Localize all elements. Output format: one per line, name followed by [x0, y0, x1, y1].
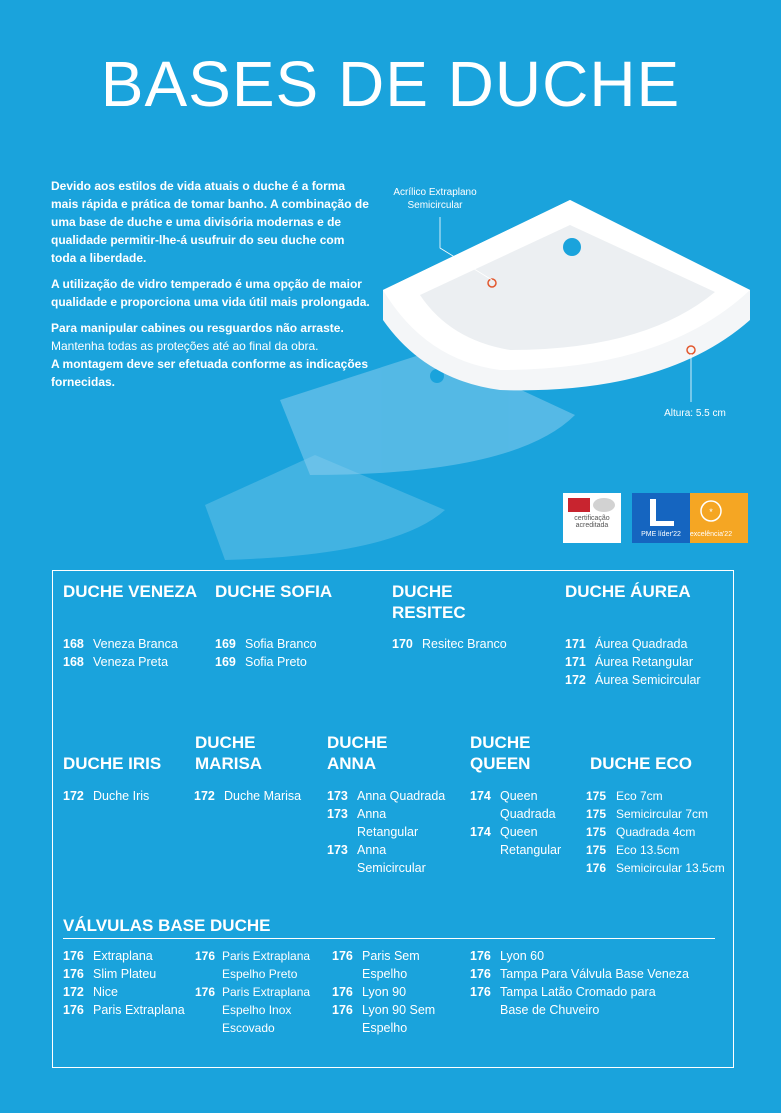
list-item: 170 Resitec Branco	[392, 637, 507, 651]
list-item: 172 Nice	[63, 985, 119, 999]
section-veneza-list	[63, 635, 213, 671]
valves-list-col2	[195, 947, 320, 1037]
list-item: 176 Paris Sem Espelho	[332, 949, 420, 981]
list-item: 169 Sofia Preto	[215, 655, 307, 669]
list-item: 176 Tampa Para Válvula Base Veneza	[470, 967, 690, 981]
list-item: 169 Sofia Branco	[215, 637, 317, 651]
section-resitec-list	[392, 635, 562, 653]
section-eco-title: DUCHE ECO	[590, 754, 693, 773]
valves-list-col3	[332, 947, 447, 1037]
list-item: 176 Semicircular 13.5cm	[586, 861, 725, 875]
list-item: 176 Lyon 90	[332, 985, 407, 999]
section-valves-title: VÁLVULAS BASE DUCHE	[63, 916, 271, 935]
list-item: 173 Anna Quadrada	[327, 789, 446, 803]
list-item: 175 Eco 13.5cm	[586, 843, 680, 857]
section-iris-list	[63, 787, 193, 805]
list-item: 172 Duche Iris	[63, 789, 150, 803]
section-marisa-title: DUCHE MARISA	[195, 733, 263, 773]
intro-warning-2: Mantenha todas as proteções até ao final da obra.	[51, 339, 319, 353]
section-eco-list	[586, 787, 731, 877]
section-valves-divider	[63, 938, 715, 939]
list-item: 176 Paris Extraplana Espelho Inox Escovado	[195, 985, 311, 1035]
list-item: 176 Lyon 60	[470, 949, 545, 963]
section-sofia-list	[215, 635, 380, 671]
list-item: 171 Áurea Quadrada	[565, 637, 688, 651]
intro-warning-3: A montagem deve ser efetuada conforme as indicações fornecidas.	[51, 357, 368, 389]
section-veneza-title: DUCHE VENEZA	[63, 582, 198, 601]
callout-top-label: Acrílico Extraplano Semicircular	[393, 187, 477, 211]
section-iris-title: DUCHE IRIS	[63, 754, 162, 773]
list-item: 175 Semicircular 7cm	[586, 807, 709, 821]
section-marisa-list	[194, 787, 324, 805]
page-title: BASES DE DUCHE	[100, 48, 681, 120]
list-item: 176 Lyon 90 Sem Espelho	[332, 1003, 436, 1035]
list-item: 173 Anna Retangular	[327, 807, 419, 839]
section-aurea-title: DUCHE ÁUREA	[565, 582, 691, 601]
list-item: 172 Duche Marisa	[194, 789, 302, 803]
list-item: 175 Quadrada 4cm	[586, 825, 696, 839]
list-item: 168 Veneza Branca	[63, 637, 178, 651]
product-index-box	[52, 570, 734, 1068]
list-item: 174 Queen Quadrada	[470, 789, 556, 821]
intro-warning-1: Para manipular cabines ou resguardos não arraste.	[51, 321, 344, 335]
svg-text:*: *	[709, 507, 713, 517]
valves-list-col4	[470, 947, 720, 1019]
tray-main	[383, 200, 750, 390]
callout-height-label: Altura: 5.5 cm	[664, 408, 726, 419]
intro-paragraph-2: A utilização de vidro temperado é uma opção de maior qualidade e proporciona uma vida útil mais prolongada.	[51, 277, 370, 309]
list-item: 176 Slim Plateu	[63, 967, 157, 981]
section-queen-title: DUCHE QUEEN	[470, 733, 531, 773]
list-item: 172 Áurea Semicircular	[565, 673, 701, 687]
section-queen-list	[470, 787, 588, 859]
list-item: 176 Tampa Latão Cromado para Base de Chuveiro	[470, 985, 656, 1017]
section-aurea-list	[565, 635, 730, 689]
section-sofia-title: DUCHE SOFIA	[215, 582, 333, 601]
certification-badge	[563, 493, 621, 543]
list-item: 174 Queen Retangular	[470, 825, 562, 857]
list-item: 168 Veneza Preta	[63, 655, 169, 669]
certification-caption: certificação acreditada	[574, 515, 610, 529]
list-item: 173 Anna Semicircular	[327, 843, 426, 875]
list-item: 176 Extraplana	[63, 949, 153, 963]
list-item: 176 Paris Extraplana Espelho Preto	[195, 949, 311, 981]
section-anna-list	[327, 787, 459, 877]
list-item: 175 Eco 7cm	[586, 789, 663, 803]
section-resitec-title: DUCHE RESITEC	[392, 582, 466, 622]
section-anna-title: DUCHE ANNA	[327, 733, 388, 773]
pme-lider-caption: PME líder'22	[641, 531, 681, 538]
list-item: 176 Paris Extraplana	[63, 1003, 185, 1017]
intro-paragraph-1: Devido aos estilos de vida atuais o duche é a forma mais rápida e prática de tomar banho. A combinação de uma base de duche e uma divisória modernas e de qualidade permitir-lhe-á usufruir do seu duche com toda a liberdade.	[51, 179, 369, 265]
pme-excelencia-caption: excelência'22	[689, 531, 733, 538]
list-item: 171 Áurea Retangular	[565, 655, 693, 669]
valves-list-col1	[63, 947, 198, 1019]
pme-excelencia-badge	[690, 493, 748, 543]
